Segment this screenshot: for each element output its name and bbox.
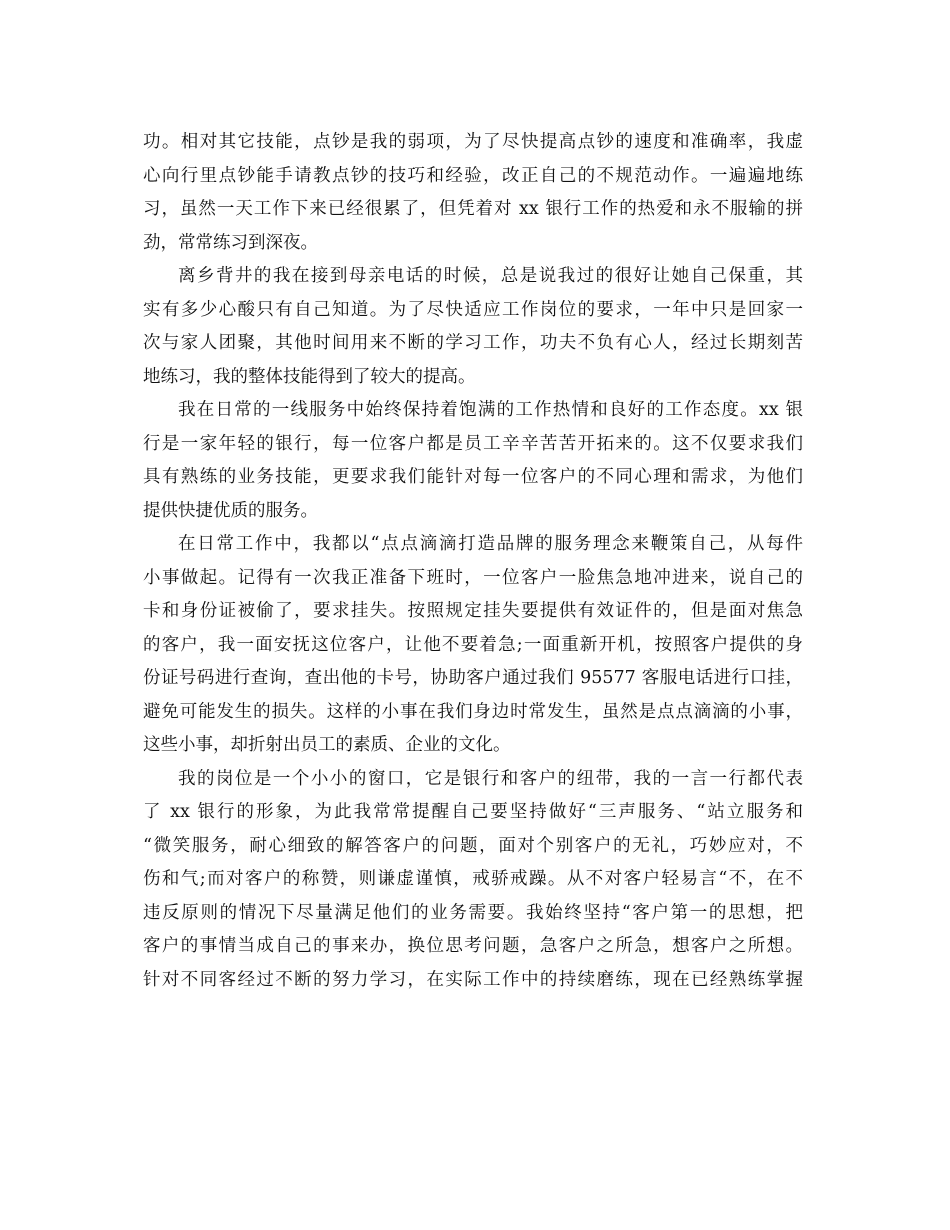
paragraph-2 (143, 260, 803, 394)
text-line: 的客户，我一面安抚这位客户，让他不要着急;一面重新开机，按照客户提供的身 (143, 634, 803, 655)
text-line: 功。相对其它技能，点钞是我的弱项，为了尽快提高点钞的速度和准确率，我虚 (143, 132, 803, 152)
text-line: 行是一家年轻的银行，每一位客户都是员工辛辛苦苦开拓来的。这不仅要求我们 (143, 433, 803, 454)
text-line: 违反原则的情况下尽量满足他们的业务需要。我始终坚持“客户第一的思想，把 (143, 902, 803, 923)
text-line: 卡和身份证被偷了，要求挂失。按照规定挂失要提供有效证件的，但是面对焦急 (143, 601, 803, 621)
text-line: 具有熟练的业务技能，更要求我们能针对每一位客户的不同心理和需求，为他们 (143, 467, 803, 487)
text-line: 避免可能发生的损失。这样的小事在我们身边时常发生，虽然是点点滴滴的小事， (143, 701, 803, 722)
text-line: “微笑服务，耐心细致的解答客户的问题，面对个别客户的无礼，巧妙应对，不 (143, 835, 803, 856)
text-line: 在日常工作中，我都以“点点滴滴打造品牌的服务理念来鞭策自己，从每件 (178, 534, 803, 554)
text-line: 心向行里点钞能手请教点钞的技巧和经验，改正自己的不规范动作。一遍遍地练 (143, 165, 803, 186)
paragraph-3 (143, 394, 803, 528)
text-line: 离乡背井的我在接到母亲电话的时候，总是说我过的很好让她自己保重，其 (178, 266, 803, 286)
text-line: 我的岗位是一个小小的窗口，它是银行和客户的纽带，我的一言一行都代表 (178, 768, 803, 789)
paragraph-1 (143, 126, 803, 260)
text-line: 地练习，我的整体技能得到了较大的提高。 (143, 366, 476, 387)
text-line: 我在日常的一线服务中始终保持着饱满的工作热情和良好的工作态度。xx 银 (178, 400, 803, 420)
document-body (143, 126, 803, 997)
text-line: 小事做起。记得有一次我正准备下班时，一位客户一脸焦急地冲进来，说自己的 (143, 567, 803, 588)
text-line: 劲，常常练习到深夜。 (143, 232, 318, 253)
paragraph-5 (143, 763, 803, 998)
text-line: 提供快捷优质的服务。 (143, 500, 318, 521)
text-line: 针对不同客经过不断的努力学习，在实际工作中的持续磨练，现在已经熟练掌握 (143, 969, 803, 990)
text-line: 了 xx 银行的形象，为此我常常提醒自己要坚持做好“三声服务、“站立服务和 (143, 802, 803, 822)
text-line: 这些小事，却折射出员工的素质、企业的文化。 (143, 735, 511, 755)
text-line: 实有多少心酸只有自己知道。为了尽快适应工作岗位的要求，一年中只是回家一 (143, 299, 803, 320)
text-line: 习，虽然一天工作下来已经很累了，但凭着对 xx 银行工作的热爱和永不服输的拼 (143, 199, 803, 219)
text-line: 客户的事情当成自己的事来办，换位思考问题，急客户之所急，想客户之所想。 (143, 936, 803, 956)
paragraph-4 (143, 528, 803, 763)
text-line: 伤和气;而对客户的称赞，则谦虚谨慎，戒骄戒躁。从不对客户轻易言“不，在不 (143, 869, 803, 889)
text-line: 份证号码进行查询，查出他的卡号，协助客户通过我们 95577 客服电话进行口挂， (143, 668, 803, 688)
text-line: 次与家人团聚，其他时间用来不断的学习工作，功夫不负有心人，经过长期刻苦 (143, 333, 803, 353)
